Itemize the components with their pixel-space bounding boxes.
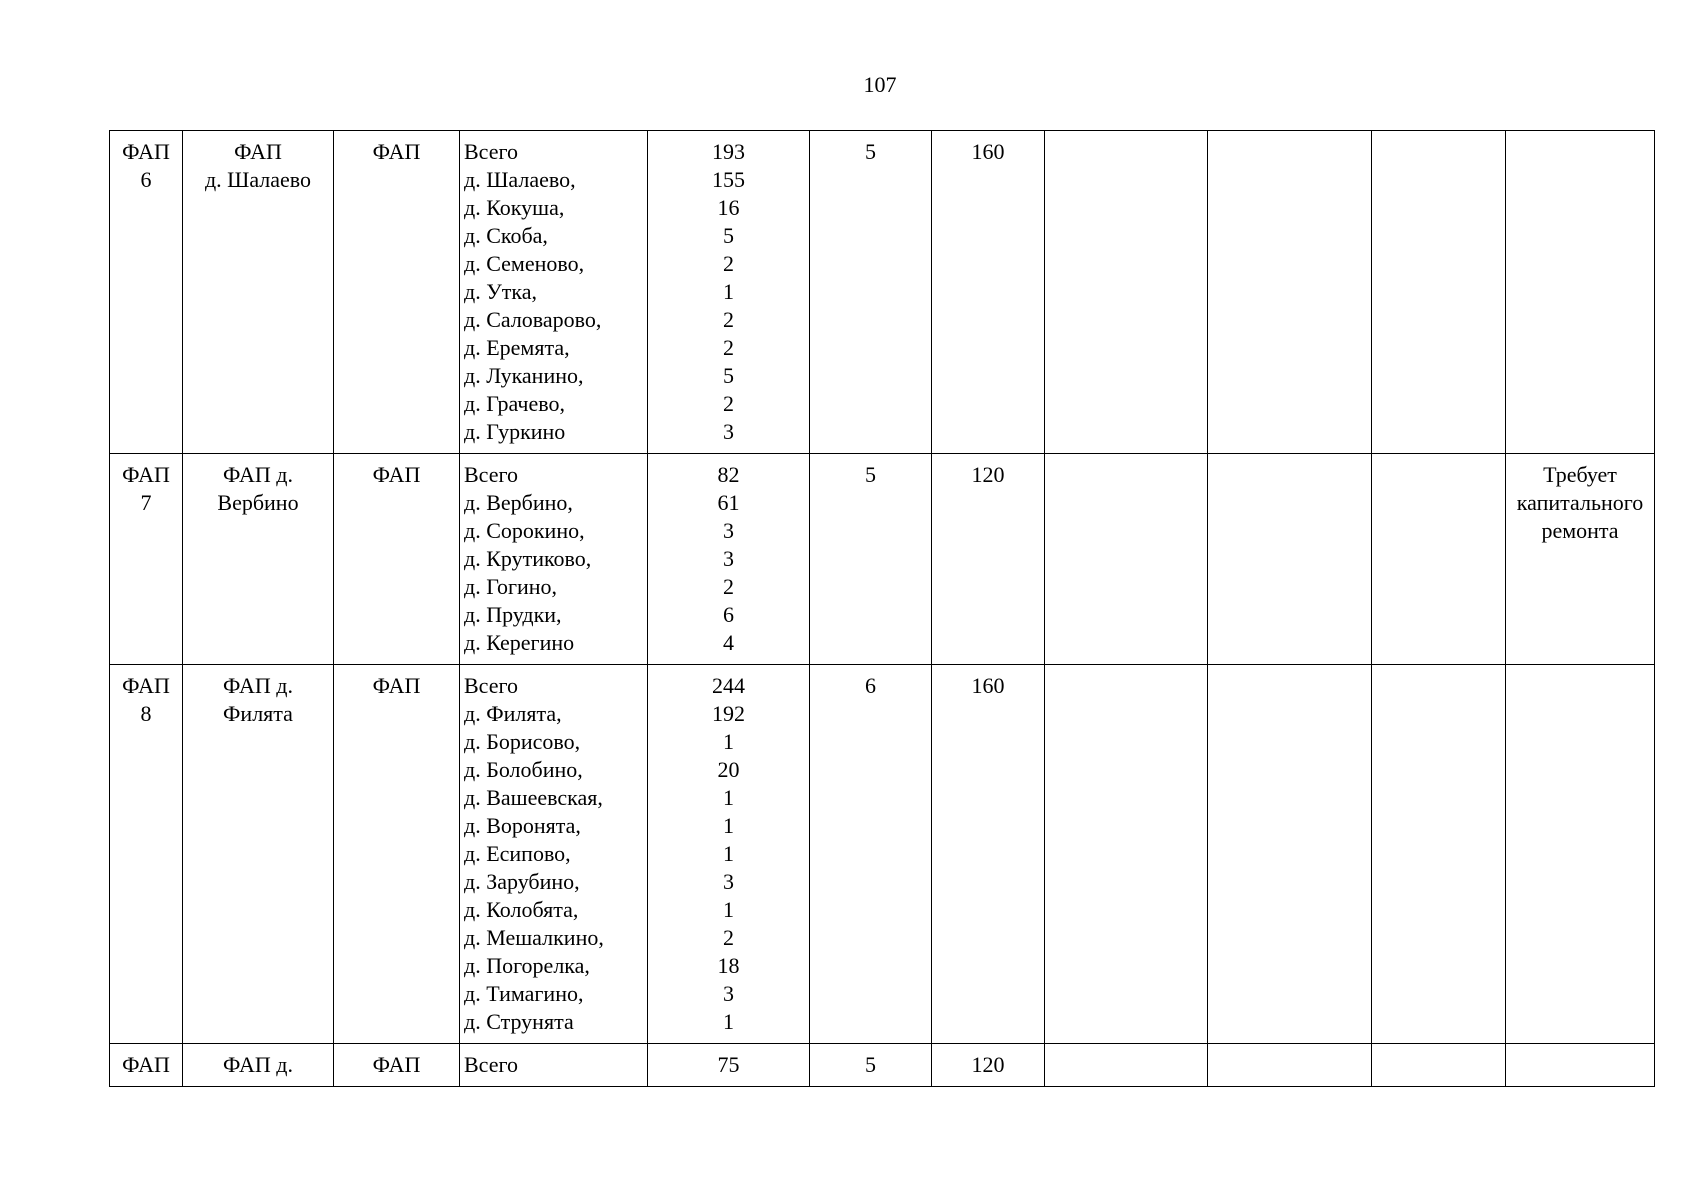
- settlements-cell-line: д. Филята,: [464, 701, 562, 726]
- area-cell: 120: [932, 1044, 1045, 1087]
- facility-name-cell-line: Филята: [223, 701, 293, 726]
- population-cell-line: 193: [712, 139, 745, 164]
- facility-code-cell-line: ФАП: [122, 139, 170, 164]
- table-body: [110, 131, 1655, 1087]
- population-cell-line: 82: [717, 462, 740, 487]
- population-cell-line: 192: [712, 701, 745, 726]
- settlements-cell-line: д. Грачево,: [464, 391, 565, 416]
- facility-type-cell: ФАП: [334, 665, 460, 1044]
- area-cell: 120: [932, 454, 1045, 665]
- population-cell-line: 2: [723, 574, 734, 599]
- facility-code-cell: [110, 665, 183, 1044]
- facility-code-cell-line: 8: [140, 701, 152, 726]
- population-cell-line: 1: [723, 841, 734, 866]
- staff-cell: 5: [810, 1044, 932, 1087]
- facility-name-cell-line: Вербино: [217, 490, 299, 515]
- population-cell-line: 16: [717, 195, 740, 220]
- population-cell-line: 61: [717, 490, 740, 515]
- settlements-cell-line: д. Вашеевская,: [464, 785, 603, 810]
- population-cell-line: 3: [723, 869, 734, 894]
- page-number: 107: [863, 72, 897, 97]
- settlements-cell-line: д. Струнята: [464, 1009, 574, 1034]
- settlements-cell-line: д. Болобино,: [464, 757, 583, 782]
- settlements-cell-line: Всего: [464, 1052, 518, 1077]
- settlements-cell-line: Всего: [464, 139, 518, 164]
- facility-type-cell: ФАП: [334, 131, 460, 454]
- area-cell: 160: [932, 131, 1045, 454]
- population-cell-line: 1: [723, 785, 734, 810]
- empty-cell: [1045, 454, 1208, 665]
- facility-code-cell: [110, 1044, 183, 1087]
- settlements-cell-line: д. Крутиково,: [464, 546, 592, 571]
- settlements-cell-line: д. Шалаево,: [464, 167, 576, 192]
- facility-code-cell: [110, 454, 183, 665]
- settlements-cell-line: д. Вербино,: [464, 490, 573, 515]
- empty-cell: [1045, 665, 1208, 1044]
- population-cell-line: 1: [723, 813, 734, 838]
- population-cell-line: 20: [717, 757, 740, 782]
- settlements-cell-line: д. Луканино,: [464, 363, 584, 388]
- settlements-cell-line: д. Борисово,: [464, 729, 581, 754]
- population-cell-line: 1: [723, 1009, 734, 1034]
- settlements-cell-line: д. Гогино,: [464, 574, 558, 599]
- note-cell: [1506, 454, 1655, 665]
- population-cell: [648, 665, 810, 1044]
- population-cell-line: 3: [723, 981, 734, 1006]
- facility-name-cell: [183, 454, 334, 665]
- settlements-cell-line: д. Саловарово,: [464, 307, 602, 332]
- empty-cell: [1208, 454, 1372, 665]
- settlements-cell-line: д. Зарубино,: [464, 869, 580, 894]
- population-cell-line: 3: [723, 419, 734, 444]
- settlements-cell-line: д. Воронята,: [464, 813, 581, 838]
- population-cell-line: 1: [723, 897, 734, 922]
- staff-cell: 5: [810, 131, 932, 454]
- settlements-cell: [460, 454, 648, 665]
- settlements-cell-line: д. Еремята,: [464, 335, 570, 360]
- empty-cell: [1372, 131, 1506, 454]
- settlements-cell-line: д. Семеново,: [464, 251, 585, 276]
- settlements-cell-line: д. Сорокино,: [464, 518, 585, 543]
- settlements-cell-line: д. Тимагино,: [464, 981, 584, 1006]
- settlements-cell-line: д. Керегино: [464, 630, 575, 655]
- facility-type-cell: ФАП: [334, 1044, 460, 1087]
- note-cell-line: капитального: [1516, 490, 1644, 515]
- facility-name-cell-line: ФАП д.: [223, 1052, 293, 1077]
- note-cell: [1506, 1044, 1655, 1087]
- area-cell: 160: [932, 665, 1045, 1044]
- population-cell-line: 18: [717, 953, 740, 978]
- note-cell-line: Требует: [1543, 462, 1617, 487]
- note-cell-line: ремонта: [1541, 518, 1619, 543]
- population-cell-line: 2: [723, 391, 734, 416]
- settlements-cell-line: д. Утка,: [464, 279, 538, 304]
- settlements-cell: [460, 665, 648, 1044]
- population-cell-line: 2: [723, 925, 734, 950]
- table-row: [110, 665, 1655, 1044]
- population-cell-line: 5: [723, 223, 734, 248]
- settlements-cell-line: д. Есипово,: [464, 841, 571, 866]
- settlements-cell-line: д. Кокуша,: [464, 195, 565, 220]
- settlements-cell-line: Всего: [464, 673, 518, 698]
- population-cell-line: 2: [723, 307, 734, 332]
- table-row: [110, 131, 1655, 454]
- note-cell: [1506, 131, 1655, 454]
- population-cell-line: 4: [723, 630, 734, 655]
- settlements-cell-line: д. Мешалкино,: [464, 925, 604, 950]
- settlements-cell-line: д. Гуркино: [464, 419, 566, 444]
- population-cell: [648, 131, 810, 454]
- empty-cell: [1372, 665, 1506, 1044]
- population-cell-line: 155: [712, 167, 745, 192]
- facility-name-cell: [183, 665, 334, 1044]
- facility-code-cell-line: ФАП: [122, 1052, 170, 1077]
- facility-code-cell-line: ФАП: [122, 673, 170, 698]
- population-cell-line: 5: [723, 363, 734, 388]
- staff-cell: 5: [810, 454, 932, 665]
- empty-cell: [1208, 1044, 1372, 1087]
- population-cell-line: 75: [717, 1052, 740, 1077]
- settlements-cell: [460, 1044, 648, 1087]
- population-cell-line: 2: [723, 335, 734, 360]
- population-cell-line: 3: [723, 546, 734, 571]
- settlements-cell-line: Всего: [464, 462, 518, 487]
- settlements-cell-line: д. Колобята,: [464, 897, 579, 922]
- note-cell: [1506, 665, 1655, 1044]
- empty-cell: [1045, 131, 1208, 454]
- facility-name-cell-line: д. Шалаево: [204, 167, 312, 192]
- facility-code-cell: [110, 131, 183, 454]
- empty-cell: [1045, 1044, 1208, 1087]
- settlements-cell-line: д. Погорелка,: [464, 953, 590, 978]
- population-cell-line: 6: [723, 602, 734, 627]
- facility-code-cell-line: ФАП: [122, 462, 170, 487]
- settlements-cell-line: д. Прудки,: [464, 602, 562, 627]
- staff-cell: 6: [810, 665, 932, 1044]
- empty-cell: [1372, 454, 1506, 665]
- facilities-table: [109, 130, 1655, 1087]
- settlements-cell: [460, 131, 648, 454]
- settlements-cell-line: д. Скоба,: [464, 223, 548, 248]
- facility-code-cell-line: 6: [140, 167, 152, 192]
- empty-cell: [1372, 1044, 1506, 1087]
- facility-name-cell-line: ФАП д.: [223, 462, 293, 487]
- facility-name-cell: [183, 1044, 334, 1087]
- population-cell-line: 1: [723, 729, 734, 754]
- facility-name-cell-line: ФАП д.: [223, 673, 293, 698]
- empty-cell: [1208, 665, 1372, 1044]
- facility-type-cell: ФАП: [334, 454, 460, 665]
- population-cell: [648, 1044, 810, 1087]
- table-row: [110, 454, 1655, 665]
- facility-name-cell: [183, 131, 334, 454]
- population-cell: [648, 454, 810, 665]
- table-row: [110, 1044, 1655, 1087]
- population-cell-line: 244: [712, 673, 745, 698]
- empty-cell: [1208, 131, 1372, 454]
- facility-code-cell-line: 7: [140, 490, 152, 515]
- population-cell-line: 3: [723, 518, 734, 543]
- population-cell-line: 2: [723, 251, 734, 276]
- facility-name-cell-line: ФАП: [234, 139, 282, 164]
- population-cell-line: 1: [723, 279, 734, 304]
